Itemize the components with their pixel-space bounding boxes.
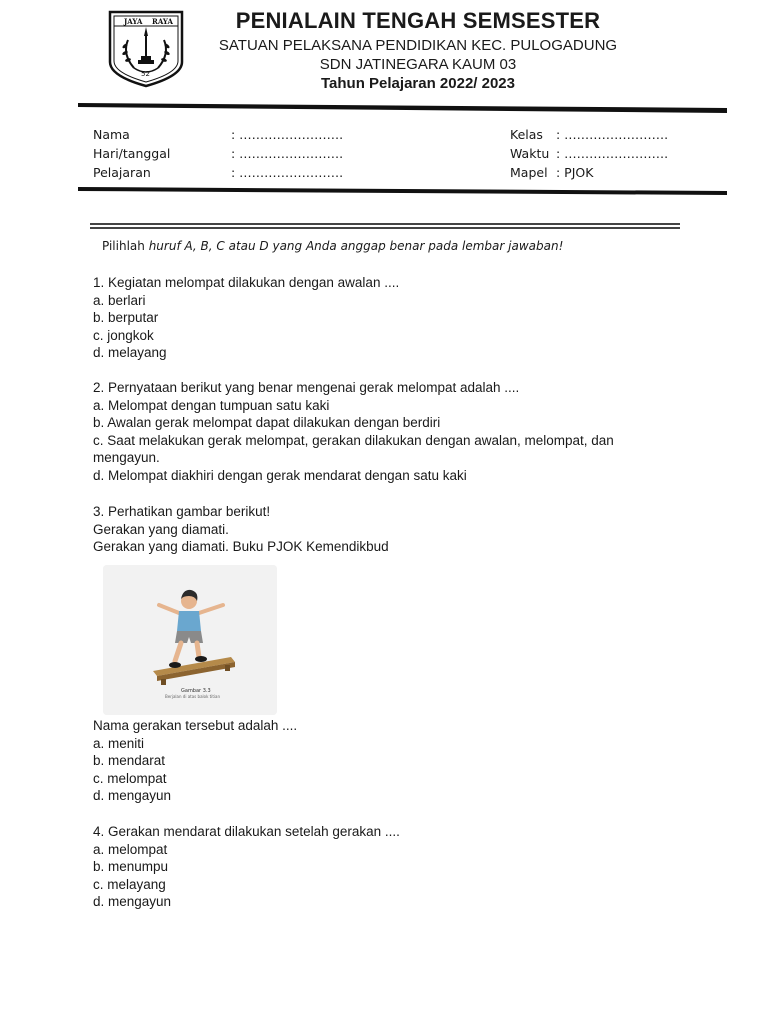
logo-text-raya: RAYA — [152, 17, 173, 26]
kelas-label: Kelas — [510, 127, 543, 142]
question-1 — [93, 274, 653, 362]
option-c: c. jongkok — [93, 327, 154, 343]
instruction-text: huruf A, B, C atau D yang Anda anggap benar pada lembar jawaban! — [148, 239, 564, 253]
question-3 — [93, 503, 653, 556]
exam-subtitle-2: SDN JATINEGARA KAUM 03 — [319, 56, 517, 73]
balance-beam-illustration — [103, 565, 277, 715]
option-a: a. Melompat dengan tumpuan satu kaki — [93, 397, 330, 413]
hari-label: Hari/tanggal — [93, 146, 171, 161]
option-b: b. mendarat — [93, 753, 166, 768]
nama-field[interactable]: : ……………………. — [231, 127, 344, 142]
waktu-field[interactable]: : ……………………. — [556, 146, 669, 161]
option-d: d. mengayun — [93, 788, 172, 803]
question-stem: 3. Perhatikan gambar berikut! — [93, 504, 271, 519]
mapel-value: : PJOK — [556, 165, 594, 180]
option-d: d. melayang — [93, 345, 167, 360]
question-2 — [93, 379, 653, 484]
question-3-options — [93, 717, 653, 805]
question-4 — [93, 823, 653, 911]
double-rule — [90, 223, 680, 231]
logo-number: 52 — [141, 70, 150, 78]
logo-text-jaya: JAYA — [124, 17, 143, 26]
question-line: Gerakan yang diamati. Buku PJOK Kemendikbud — [93, 539, 389, 554]
figure-subcaption: Berjalan di atas balok titian — [165, 694, 221, 699]
question-stem: 2. Pernyataan berikut yang benar mengenai gerak melompat adalah .... — [93, 380, 520, 395]
option-b: b. berputar — [93, 310, 159, 325]
academic-year: Tahun Pelajaran 2022/ 2023 — [321, 75, 515, 92]
instruction-prefix: Pilihlah — [102, 239, 149, 253]
info-divider — [78, 185, 727, 197]
option-d: d. Melompat diakhiri dengan gerak mendarat dengan satu kaki — [93, 467, 467, 483]
question-prompt: Nama gerakan tersebut adalah .... — [93, 718, 298, 733]
header-divider — [78, 101, 727, 115]
figure-caption: Gambar 3.3 — [181, 688, 211, 694]
option-a: a. meniti — [93, 735, 145, 751]
option-c: c. melompat — [93, 770, 167, 786]
exam-subtitle-1: SATUAN PELAKSANA PENDIDIKAN KEC. PULOGADUNG — [218, 37, 618, 54]
nama-label: Nama — [93, 127, 130, 142]
pelajaran-label: Pelajaran — [93, 165, 151, 180]
question-stem: 1. Kegiatan melompat dilakukan dengan awalan .... — [93, 275, 400, 290]
option-d: d. mengayun — [93, 894, 172, 909]
option-b: b. Awalan gerak melompat dapat dilakukan dengan berdiri — [93, 415, 441, 430]
instruction — [102, 239, 563, 253]
waktu-label: Waktu — [510, 146, 550, 161]
question-stem: 4. Gerakan mendarat dilakukan setelah gerakan .... — [93, 824, 400, 839]
pelajaran-field[interactable]: : ……………………. — [231, 165, 344, 180]
kelas-field[interactable]: : ……………………. — [556, 127, 669, 142]
exam-title: PENIALAIN TENGAH SEMSESTER — [235, 8, 601, 33]
mapel-label: Mapel — [510, 165, 548, 180]
option-a: a. melompat — [93, 841, 168, 857]
option-a: a. berlari — [93, 292, 146, 308]
option-c: c. melayang — [93, 876, 166, 892]
option-c: c. Saat melakukan gerak melompat, gerakan dilakukan dengan awalan, melompat, dan mengayun. — [93, 432, 614, 465]
school-emblem-logo — [108, 10, 184, 88]
hari-field[interactable]: : ……………………. — [231, 146, 344, 161]
question-line: Gerakan yang diamati. — [93, 521, 229, 537]
option-b: b. menumpu — [93, 859, 169, 874]
